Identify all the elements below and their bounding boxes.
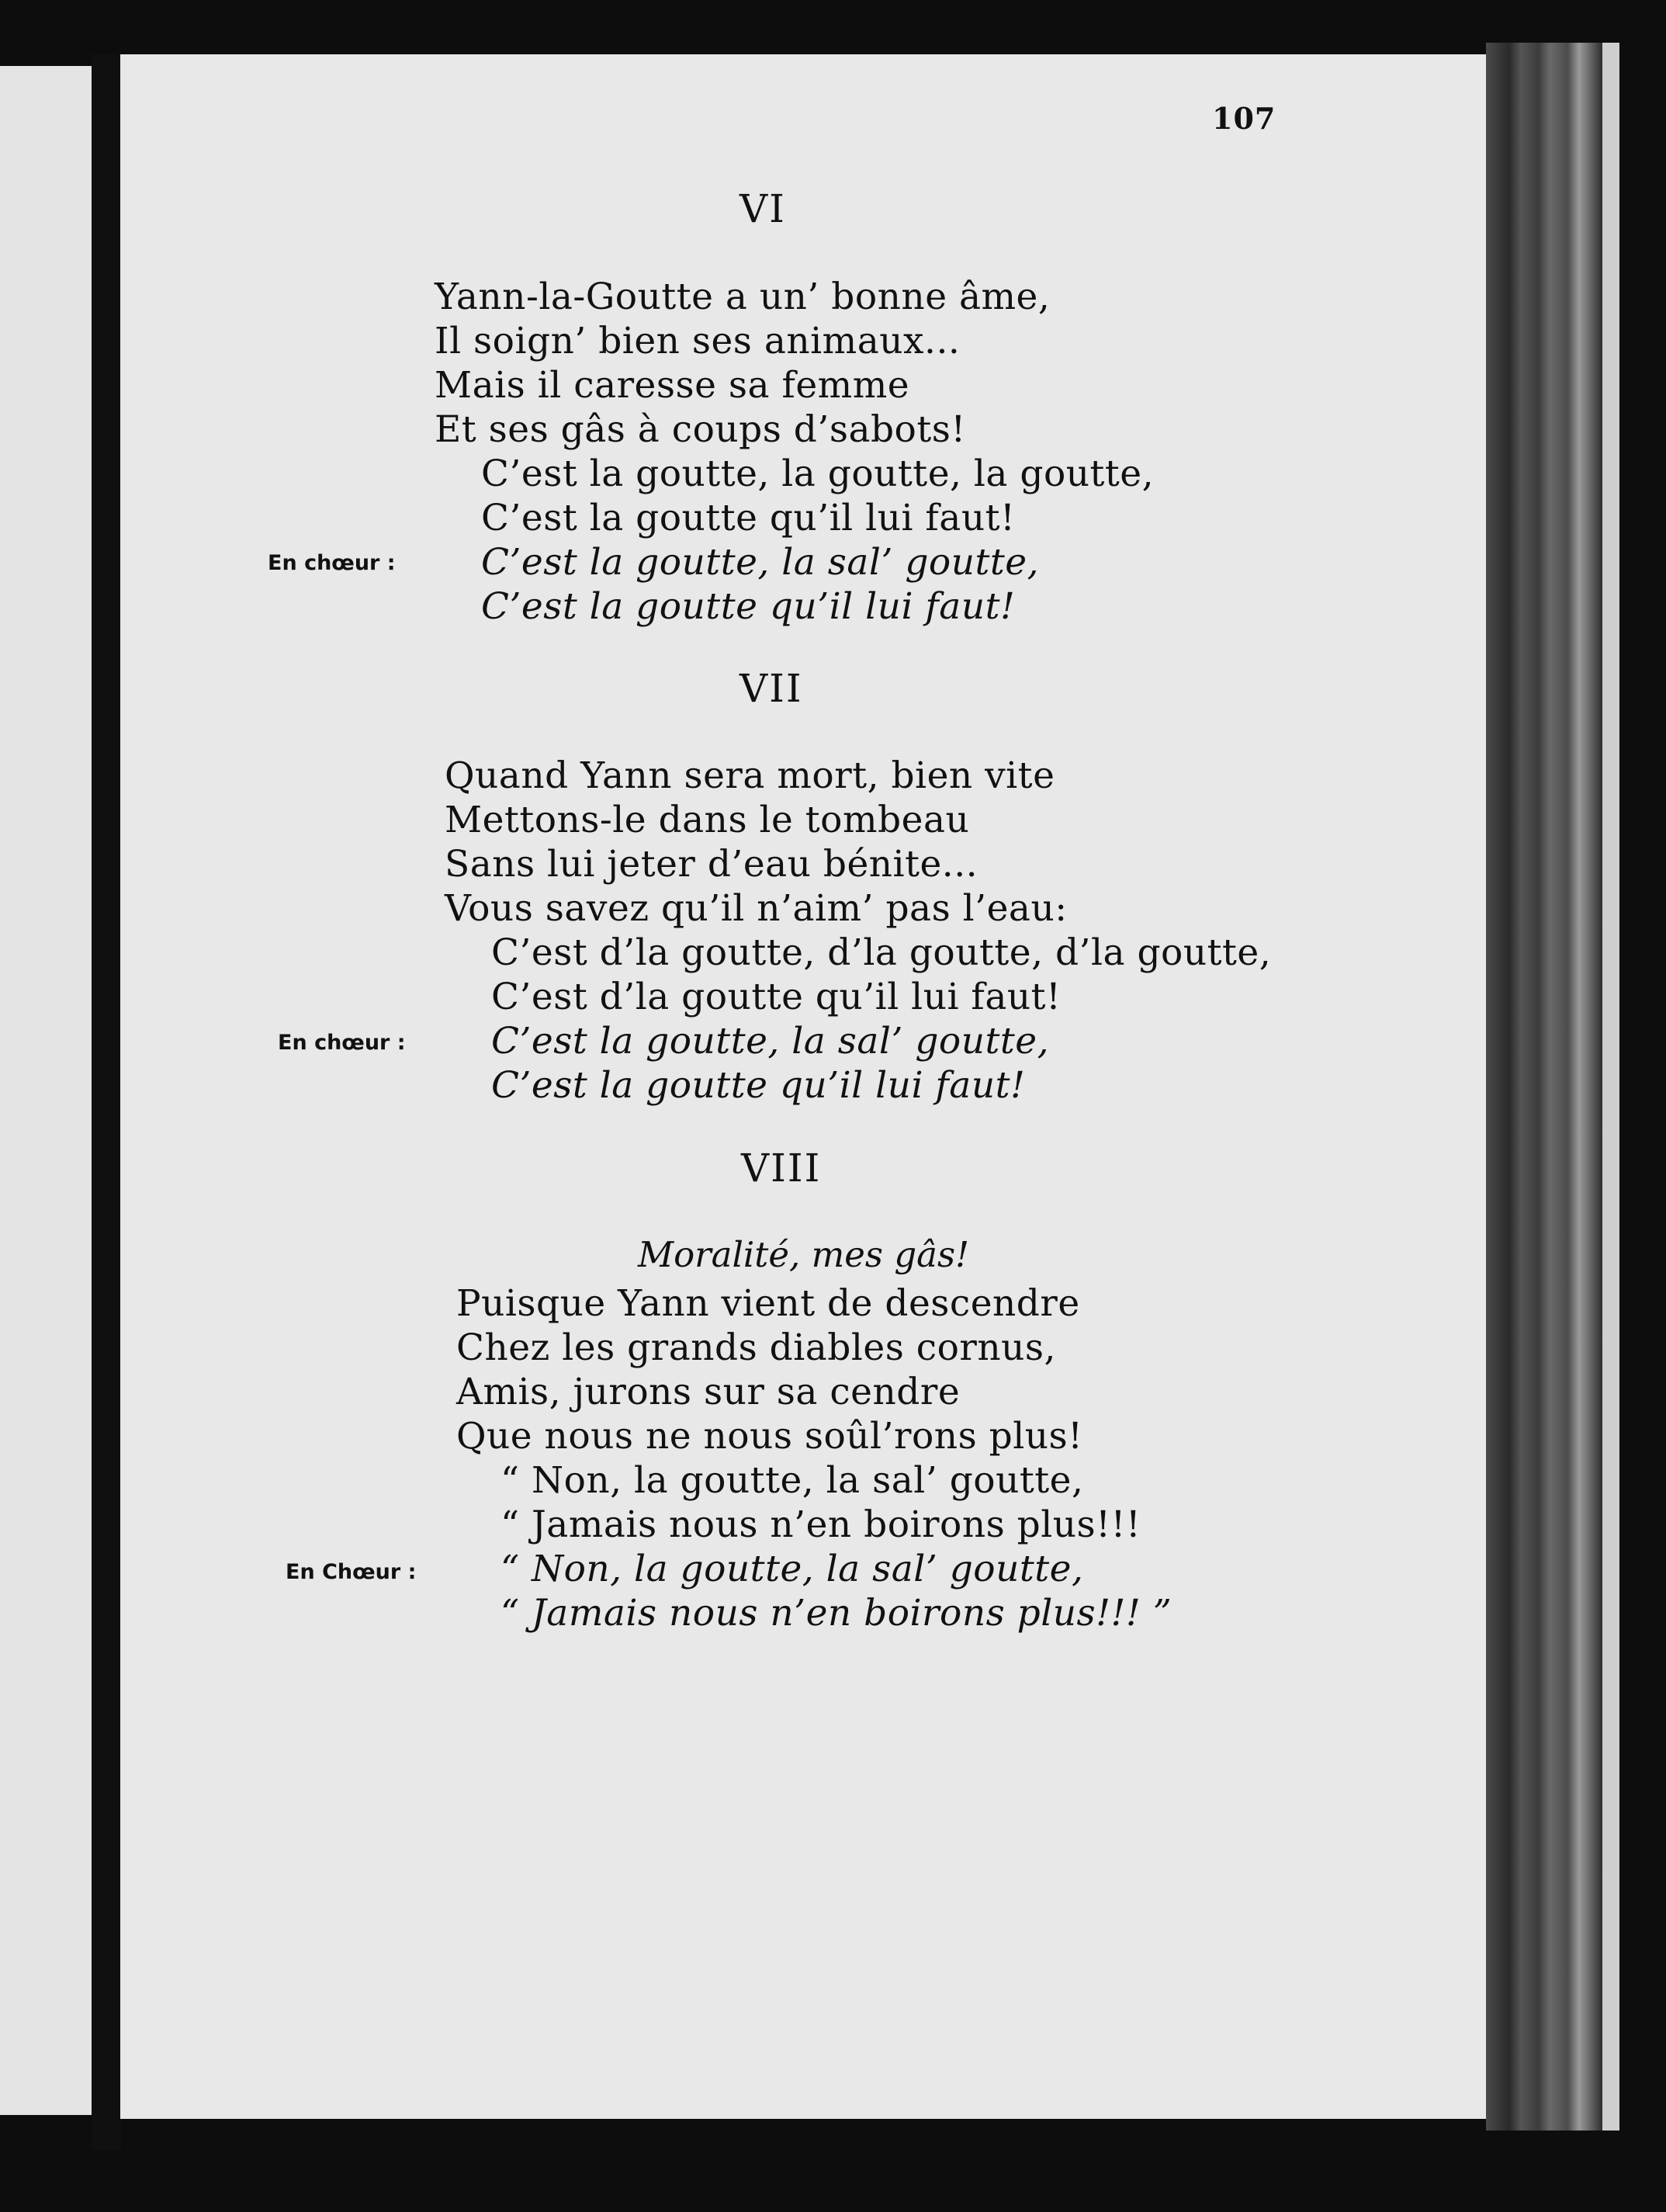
chorus-label: En chœur :: [268, 551, 396, 575]
book-edge: [1486, 43, 1602, 2131]
verse-line: Que nous ne nous soûl’rons plus!: [456, 1415, 1083, 1458]
stanza-number: VIII: [741, 1146, 822, 1191]
chorus-label: En Chœur :: [286, 1560, 417, 1584]
verse-line: Yann-la-Goutte a un’ bonne âme,: [435, 276, 1051, 318]
refrain-line: C’est la goutte, la goutte, la goutte,: [481, 452, 1155, 495]
chorus-line: C’est la goutte, la sal’ goutte,: [481, 541, 1040, 584]
chorus-line: C’est la goutte qu’il lui faut!: [491, 1064, 1026, 1107]
verse-line: Mettons-le dans le tombeau: [445, 799, 970, 841]
verse-line: Chez les grands diables cornus,: [456, 1326, 1056, 1369]
page-number: 107: [1212, 101, 1276, 136]
verse-line: Sans lui jeter d’eau bénite...: [445, 843, 978, 886]
refrain-line: C’est d’la goutte qu’il lui faut!: [491, 976, 1062, 1018]
previous-page-edge: [0, 66, 97, 2115]
verse-line: Amis, jurons sur sa cendre: [456, 1371, 961, 1413]
chorus-line: “ Non, la goutte, la sal’ goutte,: [500, 1548, 1084, 1590]
stanza-number: VI: [739, 186, 786, 231]
stanza-number: VII: [739, 666, 803, 711]
chorus-line: C’est la goutte, la sal’ goutte,: [491, 1020, 1050, 1063]
refrain-line: C’est la goutte qu’il lui faut!: [481, 497, 1016, 539]
refrain-line: C’est d’la goutte, d’la goutte, d’la goutte,: [491, 931, 1272, 974]
verse-line: Quand Yann sera mort, bien vite: [445, 754, 1055, 797]
verse-line: Mais il caresse sa femme: [435, 364, 910, 407]
verse-line: Puisque Yann vient de descendre: [456, 1282, 1080, 1325]
moral-line: Moralité, mes gâs!: [638, 1234, 970, 1275]
book-gutter: [92, 54, 121, 2150]
chorus-line: C’est la goutte qu’il lui faut!: [481, 585, 1016, 628]
chorus-line: “ Jamais nous n’en boirons plus!!! ”: [500, 1592, 1172, 1635]
verse-line: Et ses gâs à coups d’sabots!: [435, 408, 966, 451]
verse-line: Vous savez qu’il n’aim’ pas l’eau:: [445, 887, 1068, 930]
refrain-line: “ Non, la goutte, la sal’ goutte,: [500, 1459, 1084, 1502]
chorus-label: En chœur :: [278, 1031, 406, 1055]
page-edge-stripe: [1602, 43, 1619, 2131]
verse-line: Il soign’ bien ses animaux...: [435, 320, 961, 362]
refrain-line: “ Jamais nous n’en boirons plus!!!: [500, 1503, 1141, 1546]
